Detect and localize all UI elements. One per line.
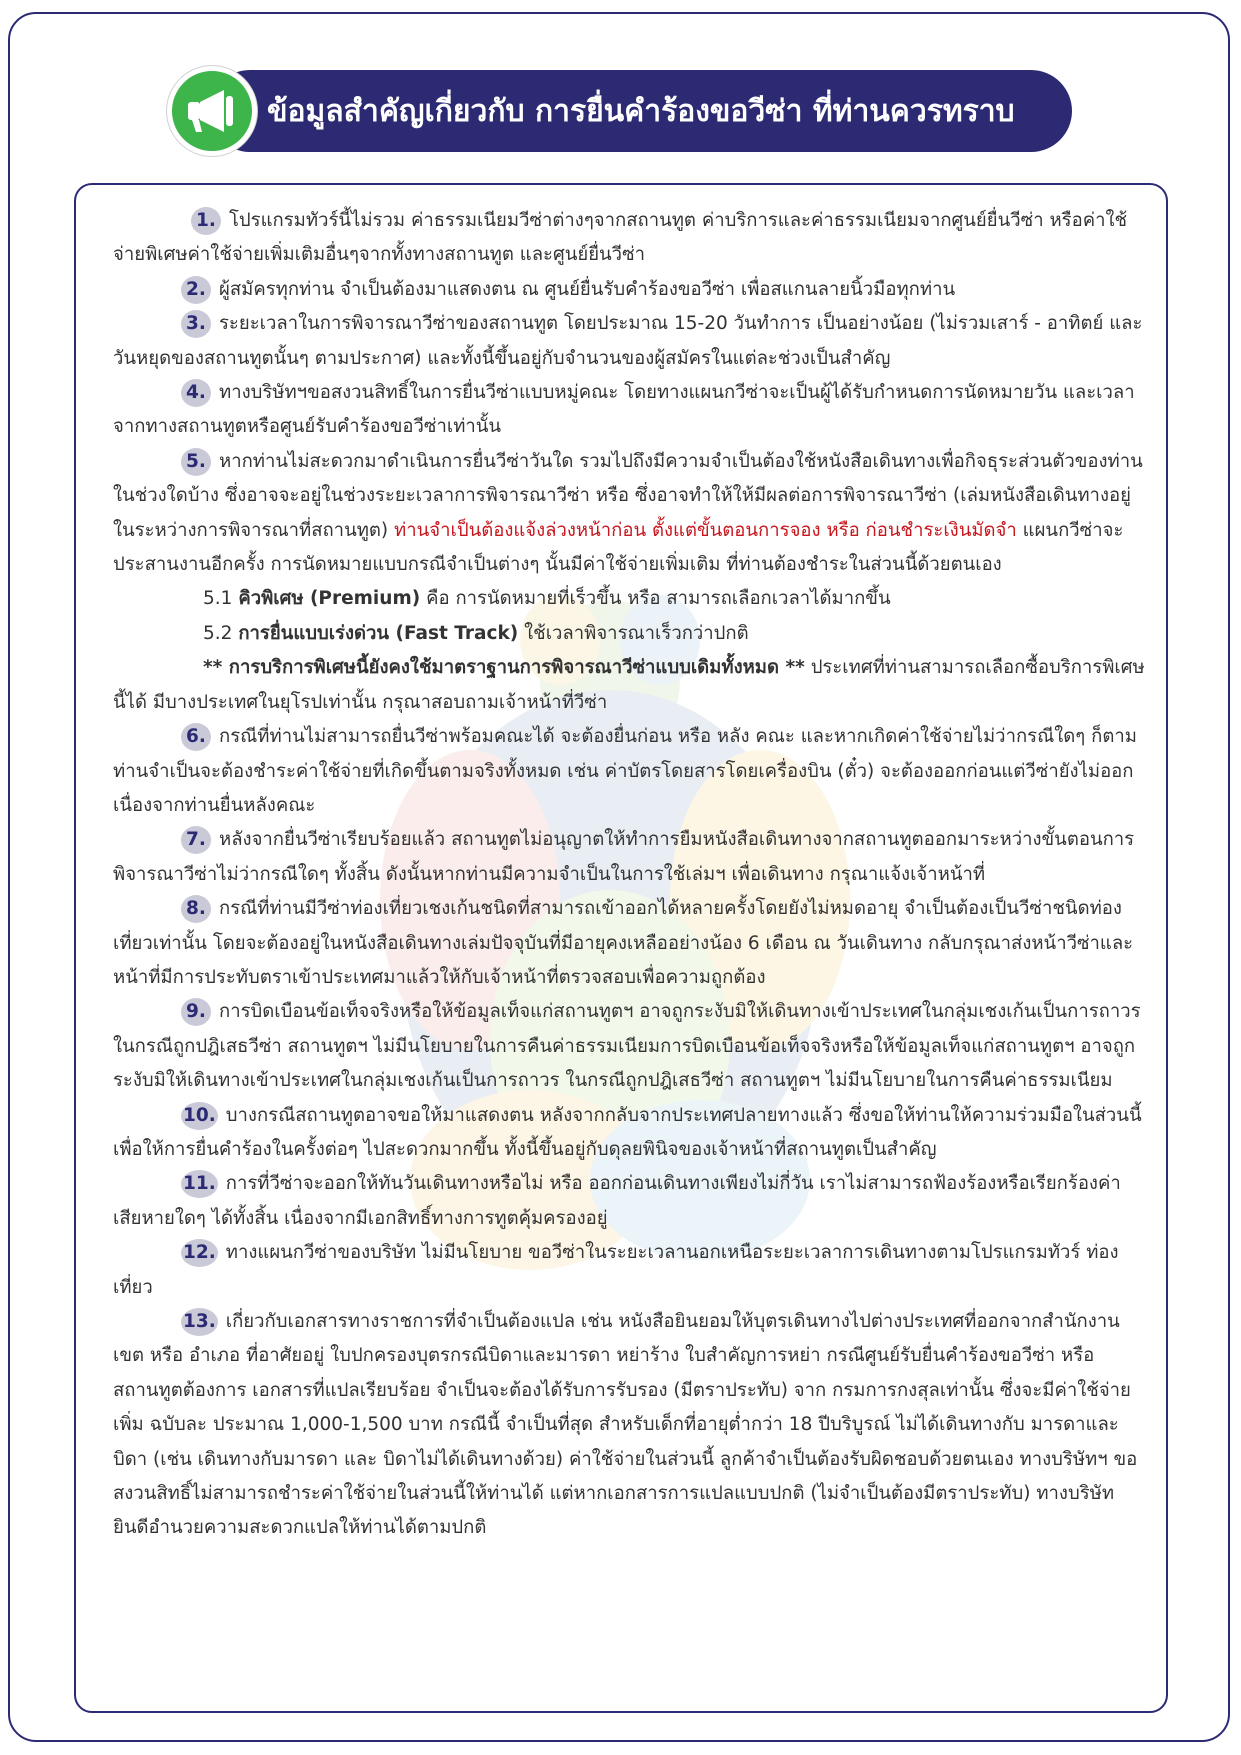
- item-text: ทางบริษัทฯขอสงวนสิทธิ์ในการยื่นวีซ่าแบบหมู่คณะ โดยทางแผนกวีซ่าจะเป็นผู้ได้รับกำหนดการนัดหมายวัน และเวลาจากทางสถานทูตหรือศูนย์รับคำร้องขอวีซ่าเท่านั้น: [113, 382, 1135, 438]
- item-number: 6.: [181, 723, 211, 751]
- item-text: ผู้สมัครทุกท่าน จำเป็นต้องมาแสดงตน ณ ศูนย์ยื่นรับคำร้องขอวีซ่า เพื่อสแกนลายนิ้วมือทุกท่าน: [219, 278, 956, 300]
- item-text: กรณีที่ท่านไม่สามารถยื่นวีซ่าพร้อมคณะได้ จะต้องยื่นก่อน หรือ หลัง คณะ และหากเกิดค่าใช้จ่ายไม่ว่ากรณีใดๆ ก็ตาม ท่านจำเป็นจะต้องชำระค่าใช้จ่ายที่เกิดขึ้นตามจริงทั้งหมด เช่น ค่าบัตรโดยสารโดยเครื่องบิน (ตั๋ว) จะต้องออกก่อนแต่วีซ่ายังไม่ออก เนื่องจากท่านยื่นหลังคณะ: [113, 726, 1137, 816]
- item-text: ระยะเวลาในการพิจารณาวีซ่าของสถานทูต โดยประมาณ 15-20 วันทำการ เป็นอย่างน้อย (ไม่รวมเสาร์ - อาทิตย์ และวันหยุดของสถานทูตนั้นๆ ตามประกาศ) และทั้งนี้ขึ้นอยู่กับจำนวนของผู้สมัครในแต่ละช่วงเป็นสำคัญ: [113, 313, 1143, 369]
- item-text: หากท่านไม่สะดวกมาดำเนินการยื่นวีซ่าวันใด รวมไปถึงมีความจำเป็นต้องใช้หนังสือเดินทางเพื่อกิจธุระส่วนตัวของท่านในช่วงใดบ้าง ซึ่งอาจจะอยู่ในช่วงระยะเวลาการพิจารณาวีซ่า หรือ ซึ่งอาจทำให้ให้มีผลต่อการพิจารณาวีซ่า (เล่มหนังสือเดินทางอยู่ในระหว่างการพิจารณาที่สถานทูต): [113, 450, 1143, 541]
- notice-list: [113, 204, 1145, 1546]
- item-text: โปรแกรมทัวร์นี้ไม่รวม ค่าธรรมเนียมวีซ่าต่างๆจากสถานทูต ค่าบริการและค่าธรรมเนียมจากศูนย์ยื่นวีซ่า หรือค่าใช้จ่ายพิเศษค่าใช้จ่ายเพิ่มเติมอื่นๆจากทั้งทางสถานทูต และศูนย์ยื่นวีซ่า: [113, 210, 1128, 266]
- list-item: [113, 1236, 1145, 1305]
- list-item: [113, 1305, 1145, 1546]
- sub-item-number: 5.2: [203, 622, 233, 644]
- item-number: 5.: [181, 448, 211, 476]
- item-number: 1.: [191, 207, 221, 235]
- item-text: การบิดเบือนข้อเท็จจริงหรือให้ข้อมูลเท็จแก่สถานทูตฯ อาจถูกระงับมิให้เดินทางเข้าประเทศในกลุ่มเชงเก้นเป็นการถาวร ในกรณีถูกปฎิเสธวีซ่า สถานทูตฯ ไม่มีนโยบายในการคืนค่าธรรมเนียมการบิดเบือนข้อเท็จจริงหรือให้ข้อมูลเท็จแก่สถานทูตฯ อาจถูกระงับมิให้เดินทางเข้าประเทศในกลุ่มเชงเก้นเป็นการถาวร ในกรณีถูกปฎิเสธวีซ่า สถานทูตฯ ไม่มีนโยบายในการคืนค่าธรรมเนียม: [113, 1001, 1141, 1092]
- list-item: [113, 376, 1145, 445]
- item-text: เกี่ยวกับเอกสารทางราชการที่จำเป็นต้องแปล เช่น หนังสือยินยอมให้บุตรเดินทางไปต่างประเทศที่ออกจากสำนักงานเขต หรือ อำเภอ ที่อาศัยอยู่ ใบปกครองบุตรกรณีบิดาและมารดา หย่าร้าง ใบสำคัญการหย่า กรณีศูนย์รับยื่นคำร้องขอวีซ่า หรือ สถานทูตต้องการ เอกสารที่แปลเรียบร้อย จำเป็นจะต้องได้รับการรับรอง (มีตราประทับ) จาก กรมการกงสุลเท่านั้น ซึ่งจะมีค่าใช้จ่ายเพิ่ม ฉบับละ ประมาณ 1,000-1,500 บาท กรณีนี้ จำเป็นที่สุด สำหรับเด็กที่อายุต่ำกว่า 18 ปีบริบูรณ์ ไม่ได้เดินทางกับ มารดาและบิดา (เช่น เดินทางกับมารดา และ บิดาไม่ได้เดินทางด้วย) ค่าใช้จ่ายในส่วนนี้ ลูกค้าจำเป็นต้องรับผิดชอบด้วยตนเอง ทางบริษัทฯ ขอสงวนสิทธิ์ไม่สามารถชำระค่าใช้จ่ายในส่วนนี้ให้ท่านได้ แต่หากเอกสารการแปลแบบปกติ (ไม่จำเป็นต้องมีตราประทับ) ทางบริษัทยินดีอำนวยความสะดวกแปลให้ท่านได้ตามปกติ: [113, 1311, 1138, 1539]
- item-text: กรณีที่ท่านมีวีซ่าท่องเที่ยวเชงเก้นชนิดที่สามารถเข้าออกได้หลายครั้งโดยยังไม่หมดอายุ จำเป็นต้องเป็นวีซ่าชนิดท่องเที่ยวเท่านั้น โดยจะต้องอยู่ในหนังสือเดินทางเล่มปัจจุบันที่มีอายุคงเหลืออย่างน้อง 6 เดือน ณ วันเดินทาง กลับกรุณาส่งหน้าวีซ่าและหน้าที่มีการประทับตราเข้าประเทศมาแล้วให้กับเจ้าหน้าที่ตรวจสอบเพื่อความถูกต้อง: [113, 898, 1134, 988]
- note-bold: ** การบริการพิเศษนี้ยังคงใช้มาตราฐานการพิจารณาวีซ่าแบบเดิมทั้งหมด **: [203, 657, 805, 679]
- sub-item-text: ใช้เวลาพิจารณาเร็วกว่าปกติ: [524, 622, 749, 644]
- item-number: 10.: [181, 1102, 218, 1130]
- list-item: [113, 204, 1145, 273]
- item-number: 9.: [181, 998, 211, 1026]
- list-item: [113, 995, 1145, 1098]
- sub-item-fast-track: [113, 617, 1145, 651]
- sub-item-number: 5.1: [203, 588, 233, 610]
- sub-item-title: คิวพิเศษ (Premium): [238, 588, 421, 610]
- item-number: 3.: [181, 310, 211, 338]
- header-banner: [167, 66, 1072, 156]
- list-item: [113, 1099, 1145, 1168]
- list-item: [113, 823, 1145, 892]
- item-text: การที่วีซ่าจะออกให้ทันวันเดินทางหรือไม่ หรือ ออกก่อนเดินทางเพียงไม่กี่วัน เราไม่สามารถฟ้องร้องหรือเรียกร้องค่าเสียหายใดๆ ได้ทั้งสิ้น เนื่องจากมีเอกสิทธิ์ทางการทูตคุ้มครองอยู่: [113, 1173, 1121, 1229]
- list-item: [113, 892, 1145, 995]
- item-number: 12.: [181, 1239, 218, 1267]
- megaphone-icon: [167, 66, 257, 156]
- service-note: [113, 651, 1145, 720]
- sub-item-premium: [113, 582, 1145, 616]
- list-item: [113, 445, 1145, 583]
- item-number: 2.: [181, 276, 211, 304]
- list-item: [113, 720, 1145, 823]
- note-text: ประเทศที่ท่านสามารถเลือกซื้อบริการพิเศษนี้ได้ มีบางประเทศในยุโรปเท่านั้น กรุณาสอบถามเจ้าหน้าที่วีซ่า: [113, 657, 1145, 713]
- item-text: ทางแผนกวีซ่าของบริษัท ไม่มีนโยบาย ขอวีซ่าในระยะเวลานอกเหนือระยะเวลาการเดินทางตามโปรแกรมทัวร์ ท่องเที่ยว: [113, 1242, 1119, 1298]
- item-number: 8.: [181, 895, 211, 923]
- item-number: 4.: [181, 379, 211, 407]
- item-number: 13.: [181, 1308, 218, 1336]
- sub-item-text: คือ การนัดหมายที่เร็วขึ้น หรือ สามารถเลือกเวลาได้มากขึ้น: [426, 588, 891, 610]
- list-item: [113, 273, 1145, 307]
- list-item: [113, 1167, 1145, 1236]
- item-number: 11.: [181, 1170, 218, 1198]
- header-title: ข้อมูลสำคัญเกี่ยวกับ การยื่นคำร้องขอวีซ่า ที่ท่านควรทราบ: [267, 93, 1015, 129]
- item-emphasis-red: ท่านจำเป็นต้องแจ้งล่วงหน้าก่อน ตั้งแต่ขั้นตอนการจอง หรือ ก่อนชำระเงินมัดจำ: [394, 519, 1017, 541]
- item-number: 7.: [181, 826, 211, 854]
- item-text: แผนกวีซ่าจะประสานงานอีกครั้ง การนัดหมายแบบกรณีจำเป็นต่างๆ นั้นมีค่าใช้จ่ายเพิ่มเติม ที่ท่านต้องชำระในส่วนนี้ด้วยตนเอง: [113, 519, 1124, 576]
- item-text: บางกรณีสถานทูตอาจขอให้มาแสดงตน หลังจากกลับจากประเทศปลายทางแล้ว ซึ่งขอให้ท่านให้ความร่วมมือในส่วนนี้เพื่อให้การยื่นคำร้องในครั้งต่อๆ ไปสะดวกมากขึ้น ทั้งนี้ขึ้นอยู่กับดุลยพินิจของเจ้าหน้าที่สถานทูตเป็นสำคัญ: [113, 1104, 1142, 1160]
- item-text: หลังจากยื่นวีซ่าเรียบร้อยแล้ว สถานทูตไม่อนุญาตให้ทำการยืมหนังสือเดินทางจากสถานทูตออกมาระหว่างขั้นตอนการพิจารณาวีซ่าไม่ว่ากรณีใดๆ ทั้งสิ้น ดังนั้นหากท่านมีความจำเป็นในการใช้เล่มฯ เพื่อเดินทาง กรุณาแจ้งเจ้าหน้าที่: [113, 829, 1135, 885]
- list-item: [113, 307, 1145, 376]
- sub-item-title: การยื่นแบบเร่งด่วน (Fast Track): [238, 622, 519, 644]
